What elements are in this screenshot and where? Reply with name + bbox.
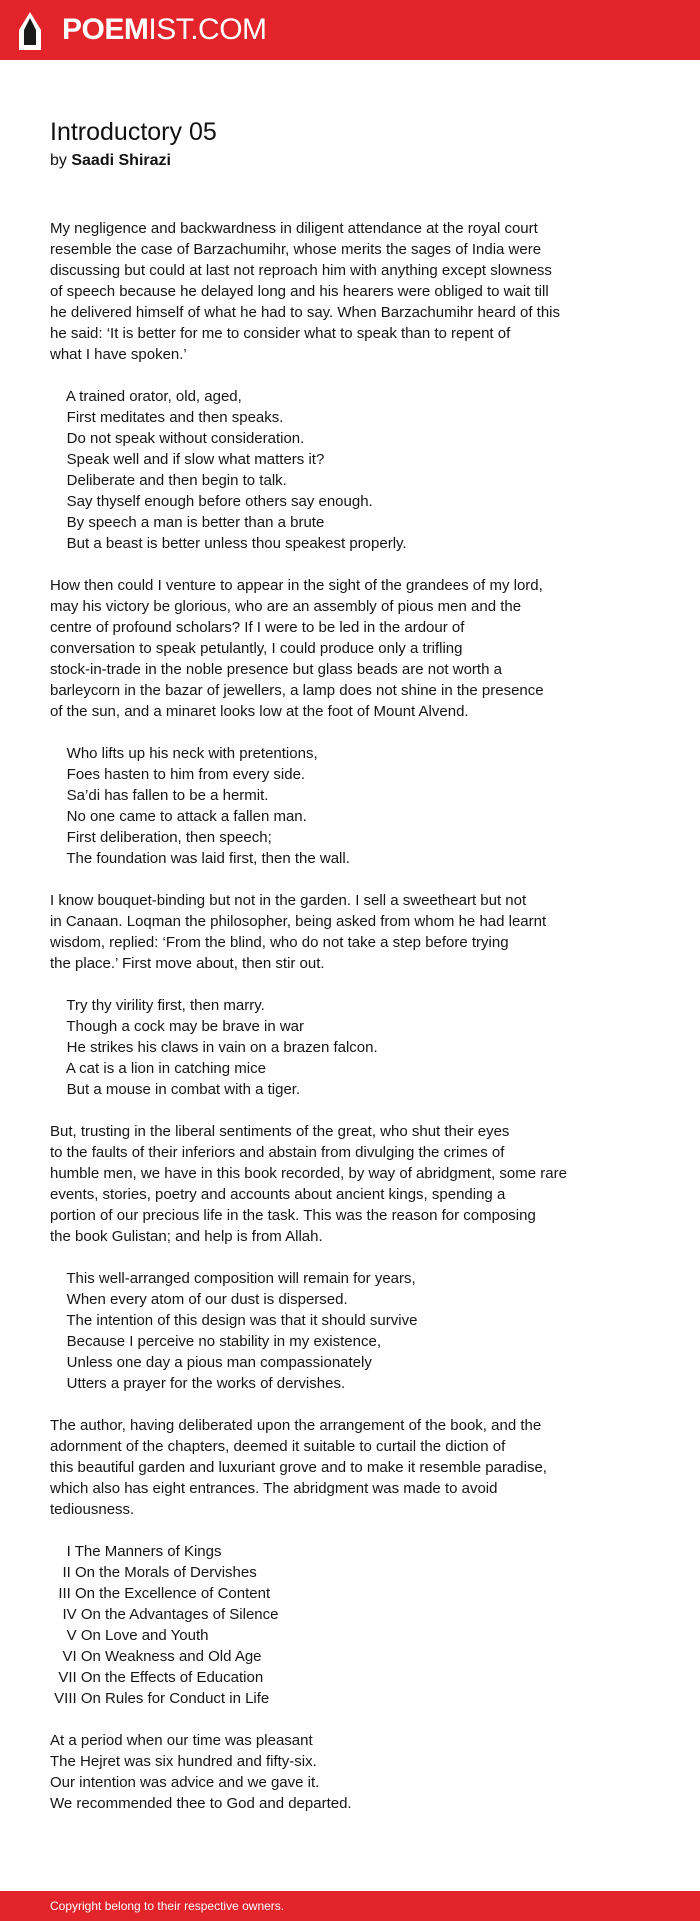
poem-author: Saadi Shirazi [71,152,171,169]
poem-title: Introductory 05 [50,118,217,146]
poem-body: My negligence and backwardness in diligent attendance at the royal court resemble the case of Barzachumihr, whose merits the sages of India were discussing but could at last not reproach him with anything except slowness of speech because he delayed long and his hearers were obliged to wait till he delivered himself of what he had to say. When Barzachumihr heard of this he said: ‘It is better for me to consider what to speak than to repent of what I have spoken.’ A trained orator, old, aged, First meditates and then speaks. Do not speak without consideration. Speak well and if slow what matters it? Deliberate and then begin to talk. Say thyself enough before others say enough. By speech a man is better than a brute But a beast is better unless thou speakest properly. How then could I venture to appear in the sight of the grandees of my lord, may his victory be glorious, who are an assembly of pious men and the centre of profound scholars? If I were to be led in the ardour of conversation to speak petulantly, I could produce only a trifling stock-in-trade in the noble presence but glass beads are not worth a barleycorn in the bazar of jewellers, a lamp does not shine in the presence of the sun, and a minaret looks low at the foot of Mount Alvend. Who lifts up his neck with pretentions, Foes hasten to him from every side. Sa’di has fallen to be a hermit. No one came to attack a fallen man. First deliberation, then speech; The foundation was laid first, then the wall. I know bouquet-binding but not in the garden. I sell a sweetheart but not in Canaan. Loqman the philosopher, being asked from whom he had learnt wisdom, replied: ‘From the blind, who do not take a step before trying the place.’ First move about, then stir out. Try thy virility first, then marry. Though a cock may be brave in war He strikes his claws in vain on a brazen falcon. A cat is a lion in catching mice But a mouse in combat with a tiger. But, trusting in the liberal sentiments of the great, who shut their eyes to the faults of their inferiors and abstain from divulging the crimes of humble men, we have in this book recorded, by way of abridgment, some rare events, stories, poetry and accounts about ancient kings, spending a portion of our precious life in the task. This was the reason for composing the book Gulistan; and help is from Allah. This well-arranged composition will remain for years, When every atom of our dust is dispersed. The intention of this design was that it should survive Because I perceive no stability in my existence, Unless one day a pious man compassionately Utters a prayer for the works of dervishes. The author, having deliberated upon the arrangement of the book, and the adornment of the chapters, deemed it suitable to curtail the diction of this beautiful garden and luxuriant grove and to make it resemble paradise, which also has eight entrances. The abridgment was made to avoid tediousness. I The Manners of Kings II On the Morals of Dervishes III On the Excellence of Content IV On the Advantages of Silence V On Love and Youth VI On Weakness and Old Age VII On the Effects of Education VIII On Rules for Conduct in Life At a period when our time was pleasant The Hejret was six hundred and fifty-six. Our intention was advice and we gave it. We recommended thee to God and departed. [50,220,567,1812]
poem-content [50,115,610,1814]
copyright-text: Copyright belong to their respective owners. [50,1899,285,1913]
site-header [0,0,700,60]
poem-byline [50,150,610,172]
site-logo[interactable] [62,10,267,50]
by-label: by [50,152,67,169]
logo-light-text: IST.COM [148,13,267,46]
site-footer [0,1891,700,1921]
pen-nib-icon [18,11,42,51]
logo-bold-text: POEM [62,13,149,46]
